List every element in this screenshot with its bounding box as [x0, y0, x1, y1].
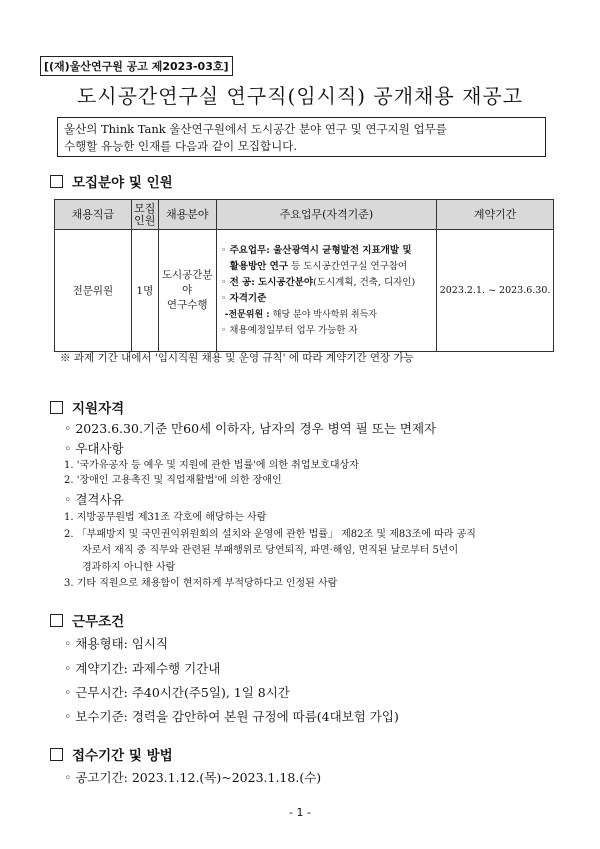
page-title: 도시공간연구실 연구직(임시직) 공개채용 재공고 — [76, 84, 524, 108]
list-item: 2. '장애인 고용촉진 및 직업재활법'에 의한 장애인 — [64, 475, 282, 486]
duty-line: ◦ 채용예정일부터 업무 가능한 자 — [220, 324, 358, 336]
cell-term: 2023.2.1. ~ 2023.6.30. — [437, 230, 554, 352]
work-item: ◦ 채용형태: 임시직 — [64, 636, 169, 651]
list-item: 1. 지방공무원법 제31조 각호에 해당하는 사람 — [64, 512, 267, 523]
header-field: 채용분야 — [158, 200, 216, 230]
cell-grade: 전문위원 — [55, 230, 132, 352]
section-work — [50, 610, 124, 630]
header-duties: 주요업무(자격기준) — [216, 200, 436, 230]
duty-line: ◦ 자격기준 — [220, 292, 267, 304]
section-title: 지원자격 — [72, 401, 125, 417]
checkbox-square-icon — [50, 748, 63, 761]
table-note: ※ 과제 기간 내에서 '임시직원 채용 및 운영 규칙' 에 따라 계약기간 연장 가능 — [60, 352, 414, 364]
work-item: ◦ 보수기준: 경력을 감안하여 본원 규정에 따름(4대보험 가입) — [64, 709, 399, 724]
header-grade: 채용직급 — [55, 200, 132, 230]
section-qualifications — [50, 397, 124, 417]
section-title: 근무조건 — [72, 614, 125, 630]
header-term: 계약기간 — [437, 200, 554, 230]
qual-main: ◦ 2023.6.30.기준 만60세 이하자, 남자의 경우 병역 필 또는 면제자 — [64, 421, 437, 436]
notice-number: [(재)울산연구원 공고 제2023-03호] — [40, 56, 233, 76]
cell-count: 1명 — [131, 230, 158, 352]
qual-pref-list — [64, 458, 359, 488]
qual-pref-title: ◦ 우대사항 — [64, 441, 124, 456]
duty-line: ◦ 전 공: 도시공간분야(도시계획, 건축, 디자인) — [220, 276, 416, 288]
cell-duties — [216, 230, 436, 352]
cell-field: 도시공간분야 연구수행 — [158, 230, 216, 352]
checkbox-square-icon — [50, 175, 63, 188]
list-item: 1. '국가유공자 등 예우 및 지원에 관한 법률'에 의한 취업보호대상자 — [64, 460, 359, 471]
intro-line: 수행할 유능한 인재를 다음과 같이 모집합니다. — [64, 139, 298, 153]
section-title: 모집분야 및 인원 — [72, 175, 173, 191]
table-row — [55, 230, 554, 352]
work-item: ◦ 근무시간: 주40시간(주5일), 1일 8시간 — [64, 685, 290, 700]
intro-line: 울산의 Think Tank 울산연구원에서 도시공간 분야 연구 및 연구지원 업무를 — [64, 122, 447, 136]
intro-box — [57, 117, 546, 157]
section-apply — [50, 744, 173, 764]
qual-disq-title: ◦ 결격사유 — [64, 492, 124, 507]
list-item: 경과하지 아니한 사람 — [82, 561, 176, 573]
recruit-table — [54, 199, 554, 352]
checkbox-square-icon — [50, 401, 63, 414]
list-item: 3. 기타 직원으로 채용함이 현저하게 부적당하다고 인정된 사람 — [64, 578, 338, 589]
section-title: 접수기간 및 방법 — [72, 748, 173, 764]
duty-line: -전문위원 : 해당 분야 박사학위 취득자 — [224, 309, 377, 320]
work-item: ◦ 계약기간: 과제수행 기간내 — [64, 661, 221, 676]
qual-disq-list — [64, 510, 476, 593]
page-number: - 1 - — [289, 806, 311, 819]
section-recruit — [50, 171, 173, 191]
list-item: 자로서 재직 중 직무와 관련된 부패행위로 당연퇴직, 파면·해임, 면직된 날로부터 5년이 — [82, 545, 459, 556]
header-count: 모집 인원 — [131, 200, 158, 230]
table-header-row — [55, 200, 554, 230]
list-item: 2. 「부패방지 및 국민권익위원회의 설치와 운영에 관한 법률」 제82조 및 제83조에 따라 공직 — [64, 528, 476, 540]
duty-line: 활용방안 연구 등 도시공간연구실 연구참여 — [229, 260, 408, 272]
checkbox-square-icon — [50, 614, 63, 627]
apply-item: ◦ 공고기간: 2023.1.12.(목)~2023.1.18.(수) — [64, 770, 322, 785]
duty-line: ◦ 주요업무: 울산광역시 균형발전 지표개발 및 — [220, 244, 412, 256]
